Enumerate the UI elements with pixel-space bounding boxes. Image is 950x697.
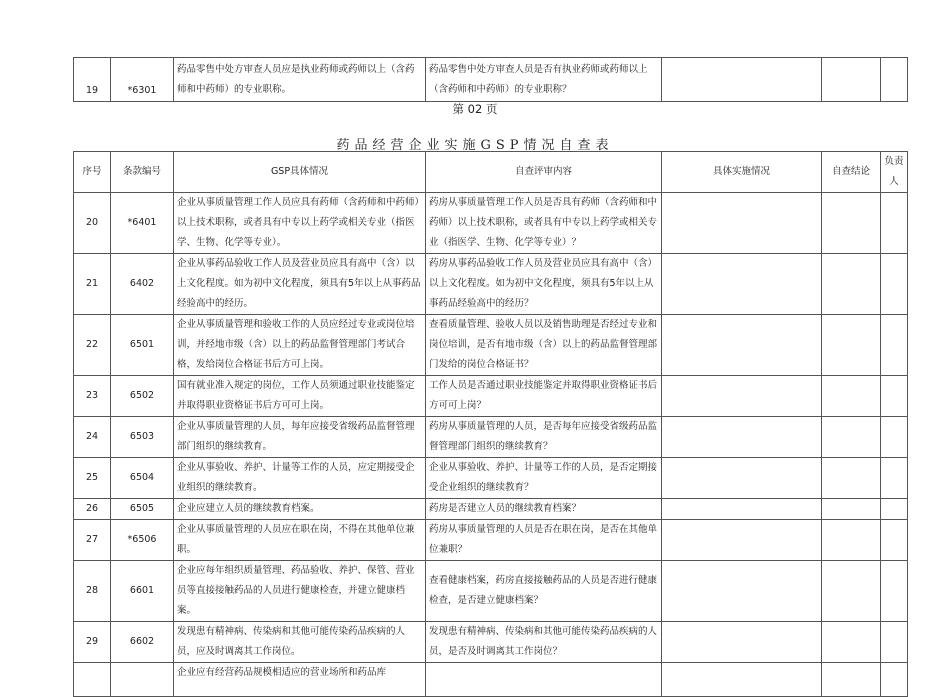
- review-content: 查看质量管理、验收人员以及销售助理是否经过专业和岗位培训，是否有地市级（含）以上的药品监督管理部门发给的岗位合格证书？: [426, 315, 662, 376]
- gsp-situation: 企业从事质量管理工作人员应具有药师（含药师和中药师）以上技术职称，或者具有中专以上药学或相关专业（指医学、生物、化学等专业）。: [174, 193, 426, 254]
- implementation-cell[interactable]: [662, 193, 822, 254]
- implementation-cell[interactable]: [662, 663, 822, 697]
- row-number: 29: [74, 622, 111, 663]
- gsp-situation: 发现患有精神病、传染病和其他可能传染药品疾病的人员，应及时调离其工作岗位。: [174, 622, 426, 663]
- table-row: [74, 376, 908, 417]
- implementation-cell[interactable]: [662, 520, 822, 561]
- implementation-cell[interactable]: [662, 458, 822, 499]
- clause-code: *6301: [111, 58, 174, 102]
- row-number: 19: [74, 58, 111, 102]
- row-number: [74, 663, 111, 697]
- clause-code: 6501: [111, 315, 174, 376]
- page-number: 第 02 页: [452, 102, 498, 116]
- table-row: [74, 58, 908, 102]
- header-row: [74, 152, 908, 193]
- row-number: 23: [74, 376, 111, 417]
- implementation-cell[interactable]: [662, 58, 822, 102]
- conclusion-cell[interactable]: [822, 376, 881, 417]
- responsible-cell[interactable]: [881, 663, 908, 697]
- responsible-cell[interactable]: [881, 458, 908, 499]
- gsp-situation: 企业从事质量管理和验收工作的人员应经过专业或岗位培训，并经地市级（含）以上的药品监督管理部门考试合格，发给岗位合格证书后方可上岗。: [174, 315, 426, 376]
- conclusion-cell[interactable]: [822, 58, 881, 102]
- table-row: [74, 622, 908, 663]
- row-number: 20: [74, 193, 111, 254]
- responsible-cell[interactable]: [881, 417, 908, 458]
- gsp-situation: 企业应建立人员的继续教育档案。: [174, 499, 426, 520]
- table-row: [74, 193, 908, 254]
- review-content: 查看健康档案，药房直接接触药品的人员是否进行健康检查，是否建立健康档案？: [426, 561, 662, 622]
- implementation-cell[interactable]: [662, 376, 822, 417]
- conclusion-cell[interactable]: [822, 663, 881, 697]
- clause-code: 6504: [111, 458, 174, 499]
- row-number: 25: [74, 458, 111, 499]
- self-check-table: [73, 151, 908, 697]
- responsible-cell[interactable]: [881, 561, 908, 622]
- review-content: 药房从事药品验收工作人员及营业员应具有高中（含）以上文化程度。如为初中文化程度，须具有5年以上从事药品经验高中的经历？: [426, 254, 662, 315]
- table-row: [74, 561, 908, 622]
- review-content: 工作人员是否通过职业技能鉴定并取得职业资格证书后方可可上岗？: [426, 376, 662, 417]
- gsp-situation: 药品零售中处方审查人员应是执业药师或药师以上（含药师和中药师）的专业职称。: [174, 58, 426, 102]
- implementation-cell[interactable]: [662, 622, 822, 663]
- review-content: 药品零售中处方审查人员是否有执业药师或药师以上（含药师和中药师）的专业职称？: [426, 58, 662, 102]
- row-number: 27: [74, 520, 111, 561]
- clause-code: 6402: [111, 254, 174, 315]
- review-content: 药房从事质量管理的人员是否在职在岗，是否在其他单位兼职？: [426, 520, 662, 561]
- clause-code: 6503: [111, 417, 174, 458]
- conclusion-cell[interactable]: [822, 417, 881, 458]
- conclusion-cell[interactable]: [822, 254, 881, 315]
- review-content: [426, 663, 662, 697]
- previous-page-table: [73, 57, 908, 102]
- gsp-situation: 企业应有经营药品规模相适应的营业场所和药品库: [174, 663, 426, 697]
- header-situation: GSP具体情况: [174, 152, 426, 193]
- table-row: [74, 663, 908, 697]
- table-row: [74, 417, 908, 458]
- page-title: 药品经营企业实施GSP情况自查表: [336, 138, 614, 153]
- responsible-cell[interactable]: [881, 376, 908, 417]
- conclusion-cell[interactable]: [822, 622, 881, 663]
- clause-code: 6502: [111, 376, 174, 417]
- clause-code: 6505: [111, 499, 174, 520]
- gsp-situation: 企业从事质量管理的人员应在职在岗，不得在其他单位兼职。: [174, 520, 426, 561]
- header-review: 自查评审内容: [426, 152, 662, 193]
- responsible-cell[interactable]: [881, 193, 908, 254]
- row-number: 24: [74, 417, 111, 458]
- review-content: 药房从事质量管理工作人员是否具有药师（含药师和中药师）以上技术职称，或者具有中专以上药学或相关专业（指医学、生物、化学等专业）？: [426, 193, 662, 254]
- table-row: [74, 458, 908, 499]
- header-code: 条款编号: [111, 152, 174, 193]
- gsp-situation: 企业应每年组织质量管理、药品验收、养护、保管、营业员等直接接触药品的人员进行健康检查，并建立健康档案。: [174, 561, 426, 622]
- responsible-cell[interactable]: [881, 499, 908, 520]
- row-number: 26: [74, 499, 111, 520]
- clause-code: *6506: [111, 520, 174, 561]
- gsp-situation: 企业从事质量管理的人员，每年应接受省级药品监督管理部门组织的继续教育。: [174, 417, 426, 458]
- table-row: [74, 254, 908, 315]
- header-no: 序号: [74, 152, 111, 193]
- header-implementation: 具体实施情况: [662, 152, 822, 193]
- gsp-situation: 企业从事药品验收工作人员及营业员应具有高中（含）以上文化程度。如为初中文化程度，须具有5年以上从事药品经验高中的经历。: [174, 254, 426, 315]
- responsible-cell[interactable]: [881, 622, 908, 663]
- implementation-cell[interactable]: [662, 561, 822, 622]
- conclusion-cell[interactable]: [822, 561, 881, 622]
- conclusion-cell[interactable]: [822, 458, 881, 499]
- clause-code: 6602: [111, 622, 174, 663]
- implementation-cell[interactable]: [662, 499, 822, 520]
- clause-code: *6401: [111, 193, 174, 254]
- gsp-situation: 国有就业准入规定的岗位，工作人员须通过职业技能鉴定并取得职业资格证书后方可可上岗。: [174, 376, 426, 417]
- review-content: 发现患有精神病、传染病和其他可能传染药品疾病的人员，是否及时调离其工作岗位？: [426, 622, 662, 663]
- row-number: 22: [74, 315, 111, 376]
- conclusion-cell[interactable]: [822, 499, 881, 520]
- header-conclusion: 自查结论: [822, 152, 881, 193]
- row-number: 28: [74, 561, 111, 622]
- conclusion-cell[interactable]: [822, 315, 881, 376]
- table-row: [74, 520, 908, 561]
- responsible-cell[interactable]: [881, 58, 908, 102]
- conclusion-cell[interactable]: [822, 520, 881, 561]
- responsible-cell[interactable]: [881, 520, 908, 561]
- review-content: 药房是否建立人员的继续教育档案？: [426, 499, 662, 520]
- responsible-cell[interactable]: [881, 254, 908, 315]
- conclusion-cell[interactable]: [822, 193, 881, 254]
- clause-code: [111, 663, 174, 697]
- table-row: [74, 499, 908, 520]
- implementation-cell[interactable]: [662, 254, 822, 315]
- gsp-situation: 企业从事验收、养护、计量等工作的人员，应定期接受企业组织的继续教育。: [174, 458, 426, 499]
- table-row: [74, 315, 908, 376]
- implementation-cell[interactable]: [662, 315, 822, 376]
- review-content: 企业从事验收、养护、计量等工作的人员，是否定期接受企业组织的继续教育？: [426, 458, 662, 499]
- header-responsible: 负责人: [881, 152, 908, 193]
- row-number: 21: [74, 254, 111, 315]
- responsible-cell[interactable]: [881, 315, 908, 376]
- clause-code: 6601: [111, 561, 174, 622]
- implementation-cell[interactable]: [662, 417, 822, 458]
- review-content: 药房从事质量管理的人员，是否每年应接受省级药品监督管理部门组织的继续教育？: [426, 417, 662, 458]
